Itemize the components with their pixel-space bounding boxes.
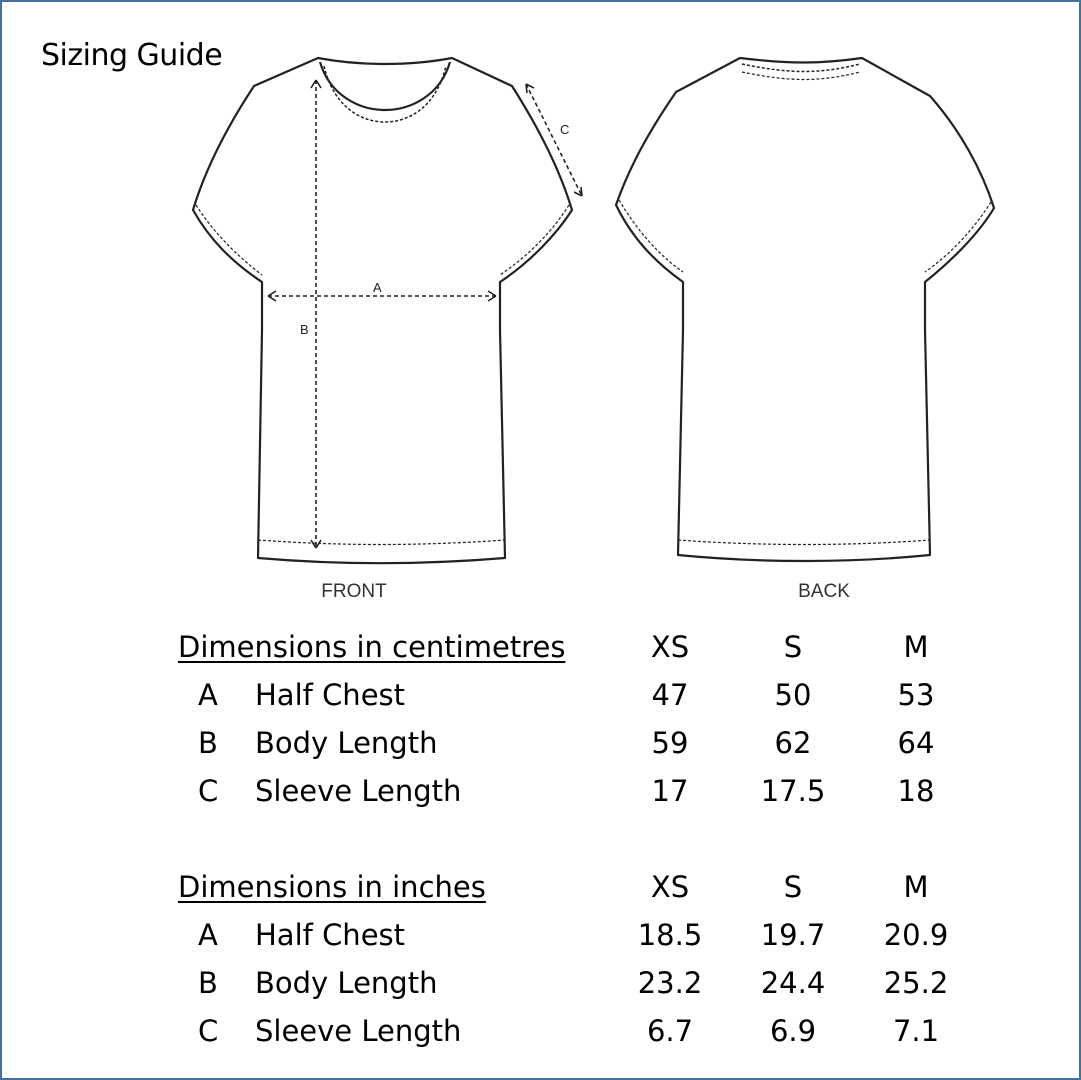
value-cell: 18.5 bbox=[637, 918, 703, 952]
value-cell: 64 bbox=[897, 726, 935, 760]
table-heading: Dimensions in centimetres bbox=[178, 630, 566, 664]
value-cell: 50 bbox=[774, 678, 812, 712]
row-label: Sleeve Length bbox=[255, 1014, 462, 1048]
measure-label-b: B bbox=[300, 322, 309, 337]
row-label: Half Chest bbox=[255, 678, 406, 712]
value-cell: 53 bbox=[897, 678, 935, 712]
value-cell: 20.9 bbox=[883, 918, 949, 952]
measure-label-c: C bbox=[560, 122, 570, 137]
table-heading: Dimensions in inches bbox=[178, 870, 486, 904]
size-header-s: S bbox=[783, 630, 803, 664]
size-header-m: M bbox=[903, 630, 929, 664]
value-cell: 17.5 bbox=[760, 774, 826, 808]
value-cell: 25.2 bbox=[883, 966, 949, 1000]
row-code: C bbox=[198, 1014, 219, 1048]
size-header-xs: XS bbox=[650, 870, 690, 904]
size-header-m: M bbox=[903, 870, 929, 904]
value-cell: 18 bbox=[897, 774, 935, 808]
value-cell: 17 bbox=[651, 774, 689, 808]
measure-label-a: A bbox=[373, 280, 382, 295]
value-cell: 23.2 bbox=[637, 966, 703, 1000]
value-cell: 6.7 bbox=[646, 1014, 694, 1048]
row-label: Half Chest bbox=[255, 918, 406, 952]
value-cell: 62 bbox=[774, 726, 812, 760]
front-tshirt-drawing bbox=[193, 58, 582, 563]
value-cell: 24.4 bbox=[760, 966, 826, 1000]
row-code: B bbox=[198, 726, 218, 760]
value-cell: 19.7 bbox=[760, 918, 826, 952]
value-cell: 59 bbox=[651, 726, 689, 760]
page-title: Sizing Guide bbox=[41, 38, 223, 73]
row-code: A bbox=[198, 678, 218, 712]
row-code: B bbox=[198, 966, 218, 1000]
value-cell: 6.9 bbox=[769, 1014, 817, 1048]
size-header-xs: XS bbox=[650, 630, 690, 664]
back-tshirt-drawing bbox=[616, 58, 994, 561]
size-header-s: S bbox=[783, 870, 803, 904]
row-code: C bbox=[198, 774, 219, 808]
front-caption: FRONT bbox=[321, 581, 387, 602]
row-label: Body Length bbox=[255, 726, 438, 760]
back-caption: BACK bbox=[798, 581, 850, 602]
row-label: Sleeve Length bbox=[255, 774, 462, 808]
row-label: Body Length bbox=[255, 966, 438, 1000]
row-code: A bbox=[198, 918, 218, 952]
value-cell: 7.1 bbox=[892, 1014, 940, 1048]
value-cell: 47 bbox=[651, 678, 689, 712]
